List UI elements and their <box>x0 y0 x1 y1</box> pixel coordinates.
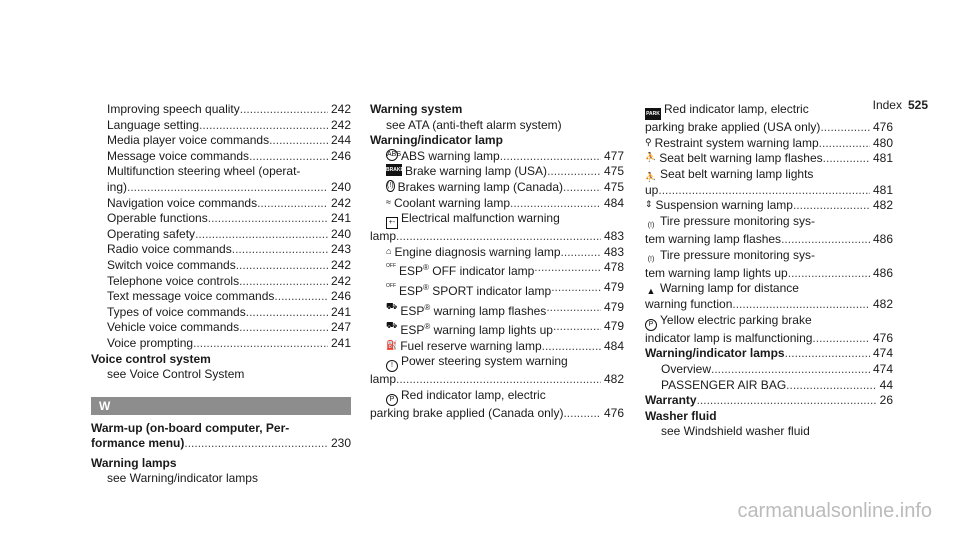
parking-brake-icon: P <box>645 319 657 331</box>
seatbelt-icon: ⛹ <box>645 171 657 182</box>
index-entry: ⚲ Restraint system warning lamp ..... 480 <box>645 136 893 152</box>
brake-usa-icon: BRAKE <box>386 164 402 176</box>
index-entry: parking brake applied (USA only) ..... 476 <box>645 120 893 136</box>
section-title: Index <box>872 98 902 112</box>
restraint-icon: ⚲ <box>645 136 652 147</box>
index-heading: Warning system <box>370 102 463 116</box>
index-entry: tem warning lamp lights up ..... 486 <box>645 266 893 282</box>
index-entry: OFF ESP® OFF indicator lamp ..... 478 <box>370 260 624 280</box>
park-icon: PARK <box>645 108 661 120</box>
index-entry: Message voice commands ..... 246 <box>91 149 351 165</box>
index-entry-line: +- Electrical malfunction warning <box>370 211 624 229</box>
letter-divider: W <box>91 397 351 415</box>
fuel-icon: ⛽ <box>386 339 398 350</box>
index-entry: BRAKE Brake warning lamp (USA) ..... 475 <box>370 164 624 180</box>
esp-sport-icon: OFF <box>386 282 396 289</box>
suspension-icon: ⇕ <box>645 199 653 210</box>
index-entry: lamp ..... 483 <box>370 229 624 245</box>
index-entry: Voice prompting ..... 241 <box>91 336 351 352</box>
watermark: carmanualsonline.info <box>737 500 932 522</box>
index-entry: up ..... 481 <box>645 183 893 199</box>
index-entry: formance menu) ..... 230 <box>91 436 351 452</box>
brake-canada-icon: (!) <box>386 180 395 192</box>
index-entry: Radio voice commands ..... 243 <box>91 242 351 258</box>
index-column-1 <box>91 102 351 487</box>
index-entry: Navigation voice commands ..... 242 <box>91 196 351 212</box>
index-entry: ing) ..... 240 <box>91 180 351 196</box>
index-entry: ⌂ Engine diagnosis warning lamp ..... 483 <box>370 245 624 261</box>
coolant-icon: ≈ <box>386 196 391 207</box>
index-entry: ABS ABS warning lamp ..... 477 <box>370 149 624 165</box>
index-entry-line: Multifunction steering wheel (operat- <box>107 164 301 179</box>
power-steering-icon: ! <box>386 360 398 372</box>
index-entry: Overview ..... 474 <box>645 362 893 378</box>
index-entry: ⛟ ESP® warning lamp lights up ..... 479 <box>370 319 624 339</box>
index-entry: Text message voice commands ..... 246 <box>91 289 351 305</box>
index-entry-line: ⛹ Seat belt warning lamp lights <box>645 166 814 182</box>
see-reference: see ATA (anti-theft alarm system) <box>386 117 562 132</box>
index-heading: Washer fluid <box>645 408 717 423</box>
index-entry: Warning/indicator lamps ..... 474 <box>645 346 893 362</box>
index-entry: warning function ..... 482 <box>645 297 893 313</box>
seatbelt-icon: ⛹ <box>645 152 657 163</box>
index-entry: indicator lamp is malfunctioning ..... 476 <box>645 331 893 347</box>
distance-warning-icon: ▲ <box>646 286 656 297</box>
index-entry-line: (!) Tire pressure monitoring sys- <box>645 214 893 232</box>
index-entry: ⇕ Suspension warning lamp ..... 482 <box>645 198 893 214</box>
index-entry: OFF ESP® SPORT indicator lamp ..... 479 <box>370 280 624 300</box>
index-entry-line: P Yellow electric parking brake <box>645 313 893 331</box>
index-entry: Switch voice commands ..... 242 <box>91 258 351 274</box>
tire-pressure-icon: (!) <box>647 221 655 229</box>
index-column-2 <box>370 102 624 422</box>
index-entry: parking brake applied (Canada only) ..... 476 <box>370 406 624 422</box>
see-reference: see Warning/indicator lamps <box>107 471 258 486</box>
page-number: 525 <box>907 98 928 112</box>
see-reference: see Voice Control System <box>107 367 245 382</box>
index-entry-line: P Red indicator lamp, electric <box>370 388 624 406</box>
parking-brake-icon: P <box>386 394 398 406</box>
index-entry: ⛽ Fuel reserve warning lamp ..... 484 <box>370 339 624 355</box>
index-entry-line: PARK Red indicator lamp, electric <box>645 102 893 120</box>
index-entry: Operating safety ..... 240 <box>91 227 351 243</box>
index-entry: Types of voice commands ..... 241 <box>91 305 351 321</box>
see-reference: see Windshield washer fluid <box>661 424 810 439</box>
index-entry-line: ▲ Warning lamp for distance <box>646 281 799 297</box>
index-entry: lamp ..... 482 <box>370 372 624 388</box>
index-heading: Warm-up (on-board computer, Per- <box>91 420 290 435</box>
esp-off-icon: OFF <box>386 263 396 270</box>
battery-icon: +- <box>386 217 398 229</box>
index-entry: Warranty ..... 26 <box>645 393 893 409</box>
index-entry: PASSENGER AIR BAG ..... 44 <box>645 378 893 394</box>
index-entry: ≈ Coolant warning lamp ..... 484 <box>370 196 624 212</box>
index-heading: Voice control system <box>91 351 211 366</box>
index-entry: (!) Brakes warning lamp (Canada) ..... 475 <box>370 180 624 196</box>
index-heading: Warning lamps <box>91 455 177 470</box>
index-entry: Improving speech quality ..... 242 <box>91 102 351 118</box>
esp-car-icon: ⛟ <box>386 300 398 311</box>
index-column-3 <box>645 102 893 440</box>
abs-icon: ABS <box>386 149 398 161</box>
index-entry: Language setting ..... 242 <box>91 118 351 134</box>
tire-pressure-icon: (!) <box>647 255 655 263</box>
index-entry: Telephone voice controls ..... 242 <box>91 274 351 290</box>
index-entry: ⛹ Seat belt warning lamp flashes ..... 481 <box>645 151 893 167</box>
index-entry: Operable functions ..... 241 <box>91 211 351 227</box>
esp-car-icon: ⛟ <box>386 320 398 331</box>
index-entry-line: (!) Tire pressure monitoring sys- <box>645 248 893 266</box>
index-entry: ⛟ ESP® warning lamp flashes ..... 479 <box>370 300 624 320</box>
index-heading: Warning/indicator lamp <box>370 133 503 148</box>
index-entry-line: ! Power steering system warning <box>370 354 624 372</box>
engine-icon: ⌂ <box>386 245 392 256</box>
index-entry: Media player voice commands ..... 244 <box>91 133 351 149</box>
index-entry: tem warning lamp flashes ..... 486 <box>645 232 893 248</box>
index-entry: Vehicle voice commands ..... 247 <box>91 320 351 336</box>
